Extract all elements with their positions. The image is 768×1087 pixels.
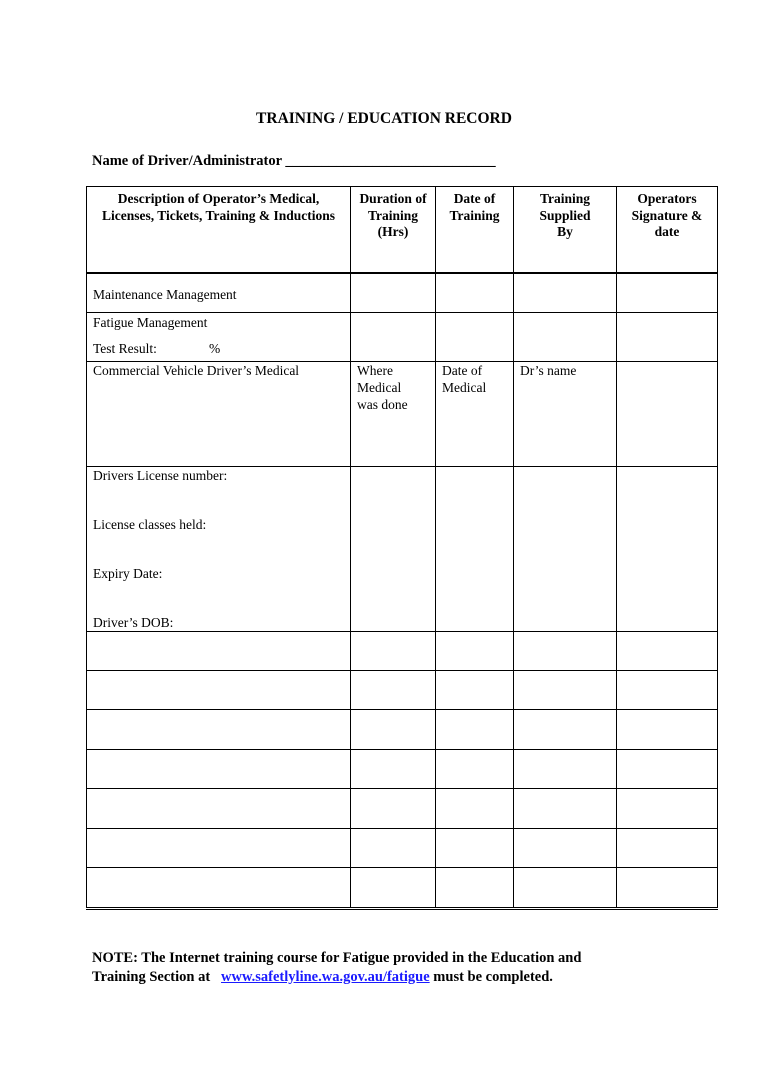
where-medical-cell[interactable]: Where Medical was done: [351, 362, 436, 467]
duration-cell[interactable]: [351, 632, 436, 671]
date-cell[interactable]: [436, 829, 514, 868]
duration-cell[interactable]: [351, 868, 436, 909]
driver-name-field[interactable]: _____________________________: [285, 153, 496, 169]
fatigue-management-cell: [87, 313, 351, 362]
table-row: [87, 273, 718, 313]
date-cell[interactable]: [436, 632, 514, 671]
description-cell[interactable]: [87, 632, 351, 671]
supplied-by-cell[interactable]: [514, 467, 617, 632]
signature-cell[interactable]: [617, 671, 718, 710]
driver-name-line: [92, 153, 496, 170]
date-medical-cell[interactable]: Date of Medical: [436, 362, 514, 467]
description-cell[interactable]: [87, 750, 351, 789]
header-duration: Duration of Training (Hrs): [351, 187, 436, 273]
duration-cell[interactable]: [351, 273, 436, 313]
license-details-cell: [87, 467, 351, 632]
duration-cell[interactable]: [351, 789, 436, 829]
test-result-line: Test Result: %: [93, 341, 221, 356]
page-title: TRAINING / EDUCATION RECORD: [256, 110, 512, 127]
expiry-date-label: Expiry Date:: [93, 566, 163, 581]
driver-name-label: Name of Driver/Administrator: [92, 153, 282, 169]
table-row: [87, 750, 718, 789]
signature-cell[interactable]: [617, 632, 718, 671]
duration-cell[interactable]: [351, 467, 436, 632]
duration-cell[interactable]: [351, 313, 436, 362]
license-classes-label: License classes held:: [93, 517, 207, 532]
supplied-by-cell[interactable]: [514, 273, 617, 313]
header-supplied-by: Training Supplied By: [514, 187, 617, 273]
table-row: [87, 362, 718, 467]
completion-note: [92, 949, 581, 987]
supplied-by-cell[interactable]: [514, 313, 617, 362]
header-description: Description of Operator’s Medical, Licenses, Tickets, Training & Inductions: [87, 187, 351, 273]
header-date: Date of Training: [436, 187, 514, 273]
signature-cell[interactable]: [617, 710, 718, 750]
description-cell[interactable]: [87, 671, 351, 710]
table-row: [87, 789, 718, 829]
table-row: [87, 632, 718, 671]
supplied-by-cell[interactable]: [514, 710, 617, 750]
date-cell[interactable]: [436, 671, 514, 710]
duration-cell[interactable]: [351, 710, 436, 750]
signature-cell[interactable]: [617, 467, 718, 632]
table-row: [87, 710, 718, 750]
cvd-medical-cell: Commercial Vehicle Driver’s Medical: [87, 362, 351, 467]
driver-dob-label: Driver’s DOB:: [93, 615, 174, 630]
fatigue-course-link[interactable]: www.safetlyline.wa.gov.au/fatigue: [221, 969, 430, 985]
table-header-row: [87, 187, 718, 273]
table-row: [87, 868, 718, 909]
duration-cell[interactable]: [351, 829, 436, 868]
date-cell[interactable]: [436, 313, 514, 362]
signature-cell[interactable]: [617, 313, 718, 362]
date-cell[interactable]: [436, 710, 514, 750]
duration-cell[interactable]: [351, 671, 436, 710]
supplied-by-cell[interactable]: [514, 829, 617, 868]
description-cell[interactable]: [87, 710, 351, 750]
signature-cell[interactable]: [617, 273, 718, 313]
signature-cell[interactable]: [617, 362, 718, 467]
table-row: [87, 467, 718, 632]
supplied-by-cell[interactable]: [514, 750, 617, 789]
note-line-2: Training Section at www.safetlyline.wa.gov.au/fatigue must be completed.: [92, 969, 553, 985]
license-number-label: Drivers License number:: [93, 468, 228, 483]
supplied-by-cell[interactable]: [514, 671, 617, 710]
description-cell[interactable]: [87, 789, 351, 829]
header-signature: Operators Signature & date: [617, 187, 718, 273]
supplied-by-cell[interactable]: [514, 789, 617, 829]
signature-cell[interactable]: [617, 750, 718, 789]
table-row: [87, 313, 718, 362]
duration-cell[interactable]: [351, 750, 436, 789]
description-cell[interactable]: [87, 868, 351, 909]
supplied-by-cell[interactable]: [514, 868, 617, 909]
signature-cell[interactable]: [617, 868, 718, 909]
description-cell[interactable]: [87, 829, 351, 868]
date-cell[interactable]: [436, 273, 514, 313]
date-cell[interactable]: [436, 467, 514, 632]
table-row: [87, 671, 718, 710]
supplied-by-cell[interactable]: [514, 632, 617, 671]
date-cell[interactable]: [436, 868, 514, 909]
signature-cell[interactable]: [617, 789, 718, 829]
maintenance-management-cell: Maintenance Management: [87, 273, 351, 313]
table-row: [87, 829, 718, 868]
date-cell[interactable]: [436, 789, 514, 829]
fatigue-management-label: Fatigue Management: [93, 315, 208, 330]
date-cell[interactable]: [436, 750, 514, 789]
dr-name-cell[interactable]: Dr’s name: [514, 362, 617, 467]
signature-cell[interactable]: [617, 829, 718, 868]
training-record-table: [86, 186, 718, 910]
note-line-1: NOTE: The Internet training course for Fatigue provided in the Education and: [92, 950, 582, 966]
